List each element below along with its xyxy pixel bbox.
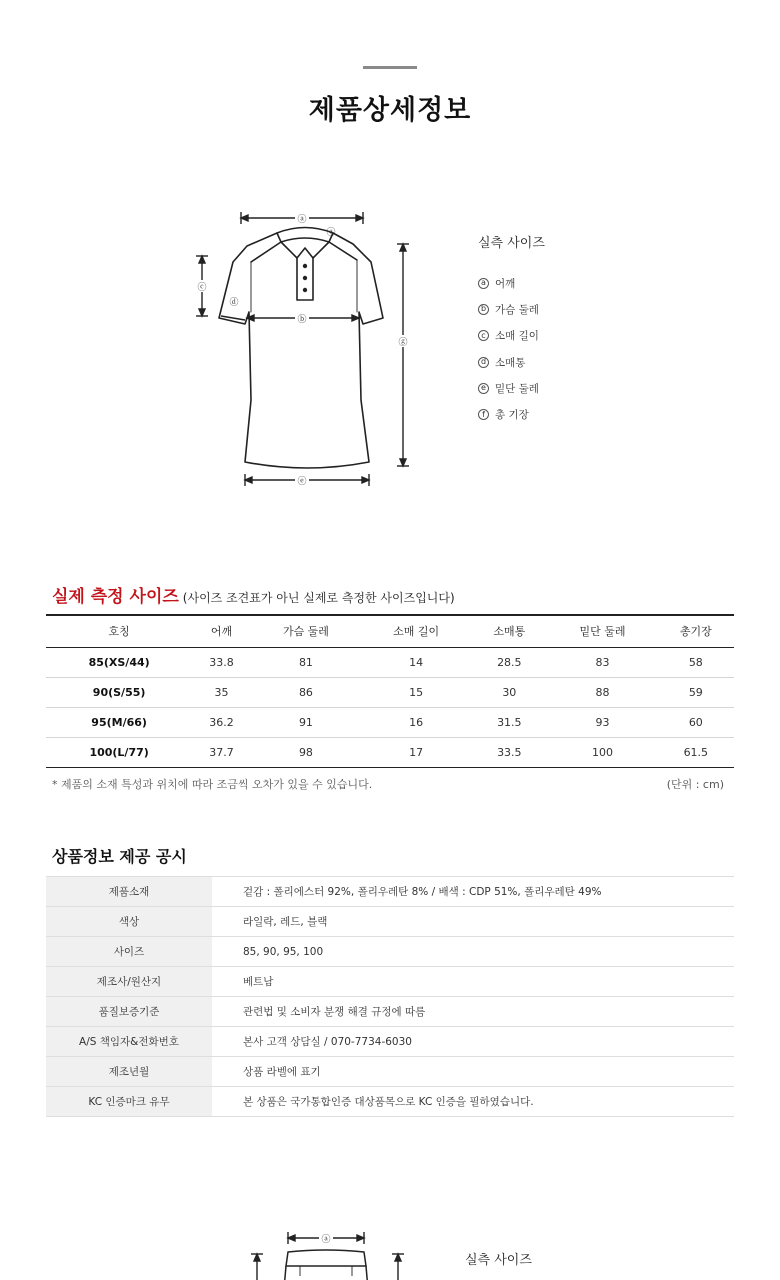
measure-title: 실제 측정 사이즈 xyxy=(52,587,179,607)
top-divider xyxy=(363,66,417,69)
table-cell: 37.7 xyxy=(192,737,251,767)
table-cell: 86 xyxy=(251,677,361,707)
legend-item xyxy=(478,270,545,296)
table-cell: 98 xyxy=(251,737,361,767)
legend-label: 어깨 xyxy=(495,277,516,290)
table-cell: 17 xyxy=(361,737,471,767)
table-row xyxy=(46,737,734,767)
legend-item xyxy=(478,323,545,349)
info-key: KC 인증마크 유무 xyxy=(46,1087,212,1117)
measurement-legend xyxy=(478,232,545,428)
table-cell: 88 xyxy=(547,677,657,707)
column-header: 호칭 xyxy=(46,615,192,647)
table-cell: 95(M/66) xyxy=(46,707,192,737)
label-g: ⓖ xyxy=(398,338,408,348)
placket-buttons xyxy=(303,264,307,292)
table-row xyxy=(46,967,734,997)
legend-label: 소매통 xyxy=(495,356,526,369)
table-cell: 93 xyxy=(547,707,657,737)
legend-letter: a xyxy=(478,278,489,289)
table-row xyxy=(46,1027,734,1057)
polo-shirt-diagram xyxy=(185,200,435,500)
info-value: 본사 고객 상담실 / 070-7734-6030 xyxy=(212,1027,734,1057)
table-row xyxy=(46,1057,734,1087)
table-cell: 58 xyxy=(658,647,734,677)
info-key: 사이즈 xyxy=(46,937,212,967)
info-value: 관련법 및 소비자 분쟁 해결 규정에 따름 xyxy=(212,997,734,1027)
polo-shirt-illustration xyxy=(185,200,435,500)
table-row xyxy=(46,647,734,677)
info-value: 상품 라벨에 표기 xyxy=(212,1057,734,1087)
page-title: 제품상세정보 xyxy=(308,95,472,126)
table-cell: 100(L/77) xyxy=(46,737,192,767)
legend-letter: d xyxy=(478,357,489,368)
info-key: 제조년월 xyxy=(46,1057,212,1087)
size-table xyxy=(46,614,734,768)
table-cell: 90(S/55) xyxy=(46,677,192,707)
label-a: ⓐ xyxy=(297,215,307,225)
table-cell: 15 xyxy=(361,677,471,707)
legend-item xyxy=(478,375,545,401)
table-cell: 33.5 xyxy=(471,737,547,767)
info-heading: 상품정보 제공 공시 xyxy=(52,847,187,866)
table-cell: 81 xyxy=(251,647,361,677)
table-cell: 35 xyxy=(192,677,251,707)
table-cell: 31.5 xyxy=(471,707,547,737)
pants-illustration xyxy=(230,1222,430,1280)
info-key: 제조사/원산지 xyxy=(46,967,212,997)
pants-legend-title: 실측 사이즈 xyxy=(465,1253,532,1268)
column-header: 소매 길이 xyxy=(361,615,471,647)
info-key: 색상 xyxy=(46,907,212,937)
table-row xyxy=(46,937,734,967)
table-cell: 60 xyxy=(658,707,734,737)
column-header: 어깨 xyxy=(192,615,251,647)
label-e: ⓔ xyxy=(297,477,307,487)
column-header: 가슴 둘레 xyxy=(251,615,361,647)
legend-letter: f xyxy=(478,409,489,420)
table-cell: 16 xyxy=(361,707,471,737)
table-cell: 14 xyxy=(361,647,471,677)
table-row xyxy=(46,1087,734,1117)
info-value: 베트남 xyxy=(212,967,734,997)
label-a-collar: ⓐ xyxy=(326,228,336,238)
table-cell: 33.8 xyxy=(192,647,251,677)
legend-label: 가슴 둘레 xyxy=(495,303,539,316)
legend-letter: c xyxy=(478,330,489,341)
pants-label-a: ⓐ xyxy=(321,1235,331,1245)
legend-letter: b xyxy=(478,304,489,315)
info-value: 라일락, 레드, 블랙 xyxy=(212,907,734,937)
column-header: 밑단 둘레 xyxy=(547,615,657,647)
table-cell: 91 xyxy=(251,707,361,737)
table-cell: 61.5 xyxy=(658,737,734,767)
table-row xyxy=(46,907,734,937)
size-table-header-row xyxy=(46,615,734,647)
table-row xyxy=(46,877,734,907)
table-cell: 28.5 xyxy=(471,647,547,677)
table-cell: 59 xyxy=(658,677,734,707)
column-header: 소매통 xyxy=(471,615,547,647)
info-key: 품질보증기준 xyxy=(46,997,212,1027)
table-row xyxy=(46,677,734,707)
label-c: ⓒ xyxy=(197,283,207,293)
legend-label: 총 기장 xyxy=(495,409,529,422)
legend-title: 실측 사이즈 xyxy=(478,236,545,251)
table-cell: 36.2 xyxy=(192,707,251,737)
table-cell: 30 xyxy=(471,677,547,707)
table-cell: 83 xyxy=(547,647,657,677)
info-value: 겉감 : 폴리에스터 92%, 폴리우레탄 8% / 배색 : CDP 51%, 폴리우레탄 49% xyxy=(212,877,734,907)
legend-item xyxy=(478,296,545,322)
product-info-table xyxy=(46,876,734,1117)
info-value: 85, 90, 95, 100 xyxy=(212,937,734,967)
measure-subtitle: (사이즈 조견표가 아닌 실제로 측정한 사이즈입니다) xyxy=(182,591,455,605)
size-note: * 제품의 소재 특성과 위치에 따라 조금씩 오차가 있을 수 있습니다. xyxy=(52,778,373,791)
size-unit: (단위 : cm) xyxy=(666,778,724,791)
label-d: ⓓ xyxy=(229,298,239,308)
table-row xyxy=(46,707,734,737)
label-b: ⓑ xyxy=(297,315,307,325)
measure-heading xyxy=(52,582,455,607)
column-header: 총기장 xyxy=(658,615,734,647)
legend-item xyxy=(478,401,545,427)
legend-letter: e xyxy=(478,383,489,394)
legend-label: 밑단 둘레 xyxy=(495,382,539,395)
legend-item xyxy=(478,349,545,375)
info-key: A/S 책임자&전화번호 xyxy=(46,1027,212,1057)
table-cell: 100 xyxy=(547,737,657,767)
pants-diagram xyxy=(230,1222,430,1280)
info-value: 본 상품은 국가통합인증 대상품목으로 KC 인증을 필하였습니다. xyxy=(212,1087,734,1117)
info-key: 제품소재 xyxy=(46,877,212,907)
table-row xyxy=(46,997,734,1027)
table-cell: 85(XS/44) xyxy=(46,647,192,677)
legend-label: 소매 길이 xyxy=(495,330,539,343)
